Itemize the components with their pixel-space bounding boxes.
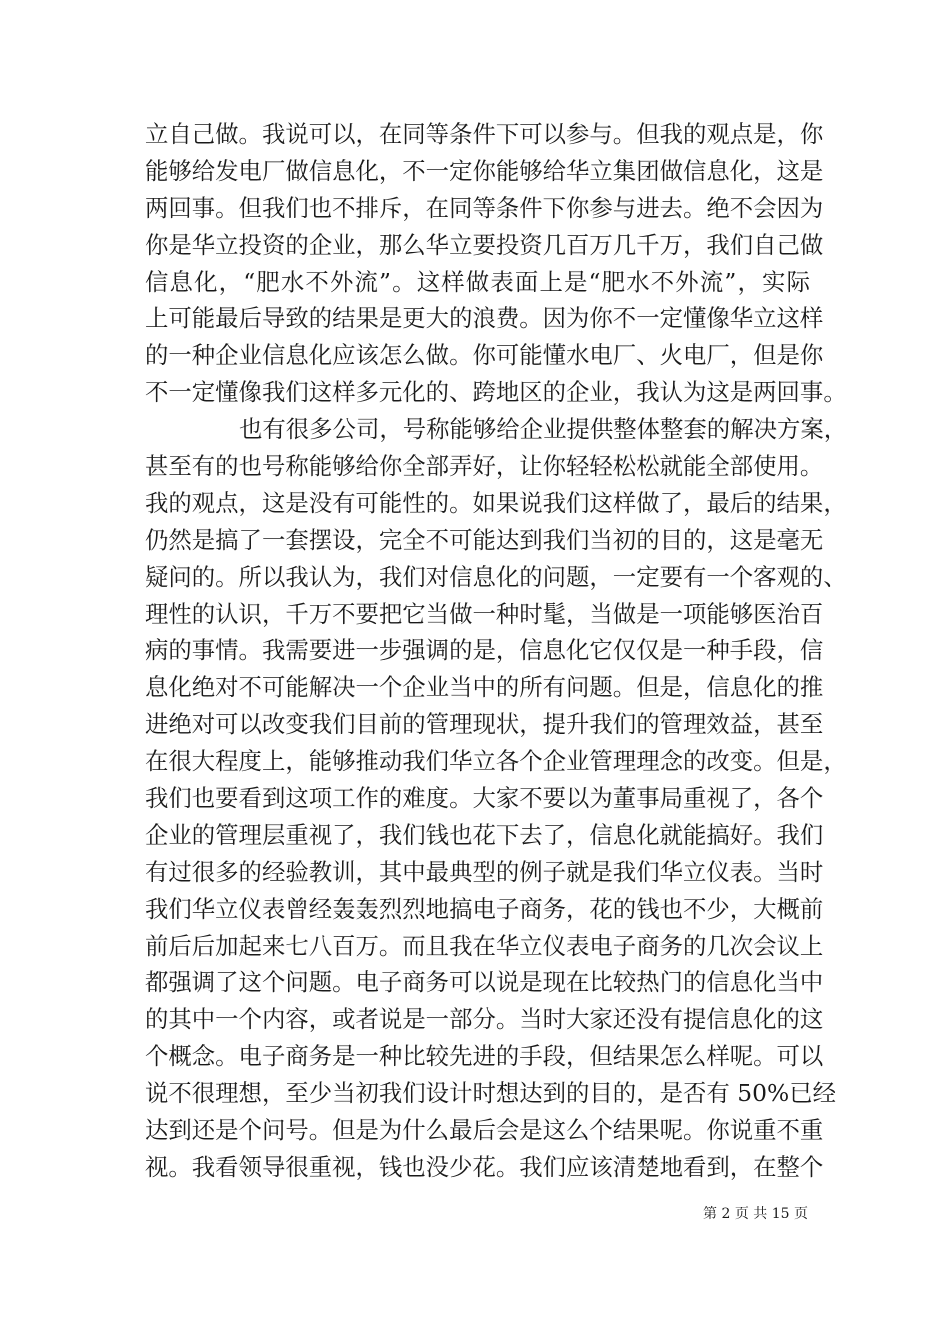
page-number-footer: 第 2 页 共 15 页 — [703, 1206, 808, 1222]
text-line: 两回事。但我们也不排斥，在同等条件下你参与进去。绝不会因为 — [145, 193, 824, 222]
text-line: 的其中一个内容，或者说是一部分。当时大家还没有提信息化的这 — [145, 1005, 824, 1034]
text-line: 立自己做。我说可以，在同等条件下可以参与。但我的观点是，你 — [145, 120, 824, 148]
paragraph-start-line: 也有很多公司，号称能够给企业提供整体整套的解决方案， — [239, 415, 848, 444]
text-line: 企业的管理层重视了，我们钱也花下去了，信息化就能搞好。我们 — [145, 820, 824, 849]
text-line: 疑问的。所以我认为，我们对信息化的问题，一定要有一个客观的、 — [145, 562, 847, 591]
text-line: 的一种企业信息化应该怎么做。你可能懂水电厂、火电厂，但是你 — [145, 341, 824, 370]
text-line: 不一定懂像我们这样多元化的、跨地区的企业，我认为这是两回事。 — [145, 378, 847, 407]
text-line: 我们华立仪表曾经轰轰烈烈地搞电子商务，花的钱也不少，大概前 — [145, 894, 824, 923]
text-line: 个概念。电子商务是一种比较先进的手段，但结果怎么样呢。可以 — [145, 1042, 824, 1071]
text-line: 视。我看领导很重视，钱也没少花。我们应该清楚地看到，在整个 — [145, 1152, 824, 1181]
text-line: 我的观点，这是没有可能性的。如果说我们这样做了，最后的结果， — [145, 488, 847, 517]
text-line: 理性的认识，千万不要把它当做一种时髦，当做是一项能够医治百 — [145, 599, 824, 628]
text-line: 有过很多的经验教训，其中最典型的例子就是我们华立仪表。当时 — [145, 857, 824, 886]
text-line: 进绝对可以改变我们目前的管理现状，提升我们的管理效益，甚至 — [145, 710, 824, 739]
text-line: 在很大程度上，能够推动我们华立各个企业管理理念的改变。但是， — [145, 747, 847, 776]
text-line: 都强调了这个问题。电子商务可以说是现在比较热门的信息化当中 — [145, 968, 824, 997]
text-line: 前后后加起来七八百万。而且我在华立仪表电子商务的几次会议上 — [145, 931, 824, 960]
text-line: 达到还是个问号。但是为什么最后会是这么个结果呢。你说重不重 — [145, 1116, 824, 1145]
text-line: 上可能最后导致的结果是更大的浪费。因为你不一定懂像华立这样 — [145, 304, 824, 333]
text-line: 信息化，“肥水不外流”。这样做表面上是“肥水不外流”，实际 — [145, 267, 810, 296]
text-line: 仍然是搞了一套摆设，完全不可能达到我们当初的目的，这是毫无 — [145, 525, 824, 554]
text-line: 说不很理想，至少当初我们设计时想达到的目的，是否有 50%已经 — [145, 1079, 836, 1108]
text-line: 息化绝对不可能解决一个企业当中的所有问题。但是，信息化的推 — [145, 673, 824, 702]
text-line: 甚至有的也号称能够给你全部弄好，让你轻轻松松就能全部使用。 — [145, 452, 824, 481]
body-text — [145, 116, 848, 1186]
text-line: 你是华立投资的企业，那么华立要投资几百万几千万，我们自己做 — [145, 230, 824, 259]
text-line: 我们也要看到这项工作的难度。大家不要以为董事局重视了，各个 — [145, 784, 824, 813]
text-line: 能够给发电厂做信息化，不一定你能够给华立集团做信息化，这是 — [145, 156, 824, 185]
text-line: 病的事情。我需要进一步强调的是，信息化它仅仅是一种手段，信 — [145, 636, 824, 665]
